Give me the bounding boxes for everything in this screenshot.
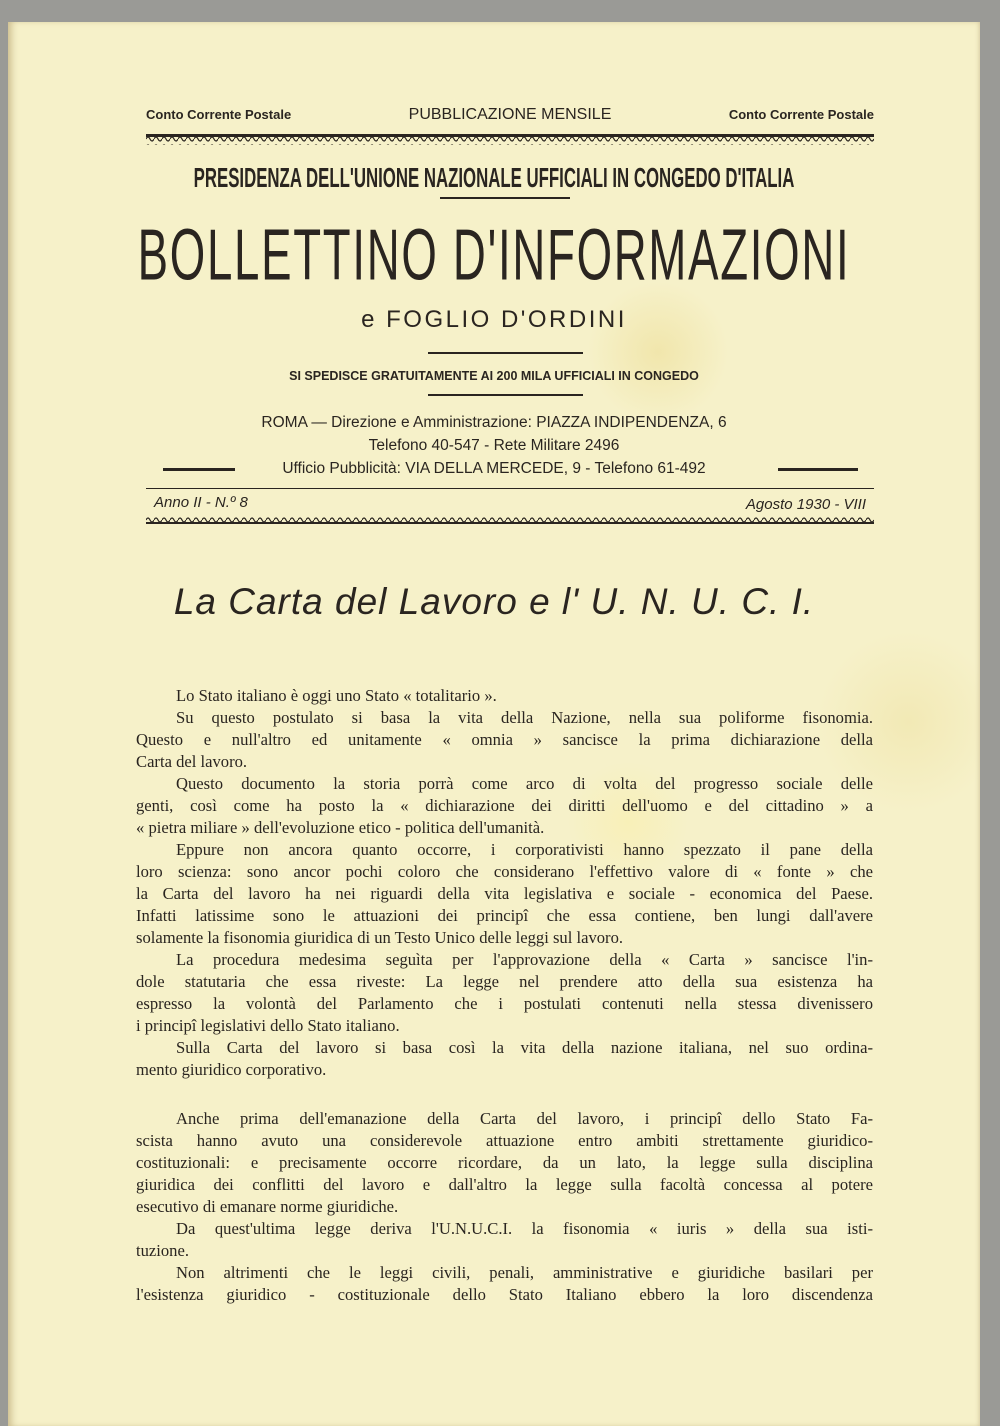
article-title: La Carta del Lavoro e l' U. N. U. C. I.: [173, 581, 815, 622]
paragraph: [136, 1108, 873, 1218]
paragraph-line: genti, così come ha posto la « dichiarazione dei diritti dell'uomo e del cittadino » a: [136, 796, 873, 815]
header-right-note: Conto Corrente Postale: [728, 107, 874, 122]
paragraph-line: l'esistenza giuridico - costituzionale dello Stato Italiano ebbero la loro discendenza: [136, 1285, 873, 1304]
publisher-text: PRESIDENZA DELL'UNIONE NAZIONALE UFFICIALI IN CONGEDO D'ITALIA: [193, 162, 795, 193]
address-line-2: Telefono 40-547 - Rete Militare 2496: [368, 437, 620, 454]
publisher-line: [0, 162, 995, 194]
masthead: [0, 210, 1000, 300]
paragraph-line: « pietra miliare » dell'evoluzione etico - politica dell'umanità.: [136, 818, 545, 837]
header-center-note: PUBBLICAZIONE MENSILE: [408, 106, 612, 123]
paragraph: [136, 1037, 873, 1081]
paragraph-line: Questo e null'altro ed unitamente « omnia » sancisce la prima dichiarazione della: [136, 730, 873, 749]
paragraph-line: Da quest'ultima legge deriva l'U.N.U.C.I. la fisonomia « iuris » della sua isti-: [176, 1219, 873, 1238]
paragraph-line: tuzione.: [136, 1241, 189, 1260]
divider: [428, 394, 583, 396]
paragraph-line: La procedura medesima seguìta per l'approvazione della « Carta » sancisce l'in-: [176, 950, 873, 969]
paragraph: [136, 1218, 873, 1262]
paragraph-line: loro scienza: sono ancor pochi coloro che considerano l'effettivo valore di « fonte » che: [136, 862, 873, 881]
ornament-rule-left: [163, 468, 235, 471]
wavy-rule-top: [146, 134, 874, 146]
masthead-subtitle: e FOGLIO D'ORDINI: [361, 306, 627, 333]
paragraph-line: giuridica dei conflitti del lavoro e dall'altro la legge sulla facoltà concessa al potere: [136, 1175, 873, 1194]
paragraph: [136, 949, 873, 1037]
paragraph: [136, 1262, 873, 1306]
divider: [428, 352, 583, 354]
divider: [440, 197, 570, 199]
article-body: [136, 685, 873, 1306]
paragraph-line: Carta del lavoro.: [136, 752, 248, 771]
paragraph-line: scista hanno avuto una considerevole attuazione entro ambiti strettamente giuridico-: [136, 1131, 873, 1150]
paragraph-line: Non altrimenti che le leggi civili, penali, amministrative e giuridiche basilari per: [176, 1263, 873, 1282]
divider: [146, 488, 874, 489]
ornament-rule-right: [778, 468, 858, 471]
paragraph-line: Eppure non ancora quanto occorre, i corporativisti hanno spezzato il pane della: [176, 840, 873, 859]
paragraph: [136, 685, 873, 707]
issue-date: Agosto 1930 - VIII: [745, 496, 866, 513]
paragraph-line: esecutivo di emanare norme giuridiche.: [136, 1197, 399, 1216]
paragraph: [136, 707, 873, 773]
distribution-note: SI SPEDISCE GRATUITAMENTE AI 200 MILA UFFICIALI IN CONGEDO: [289, 369, 699, 383]
paragraph-line: Sulla Carta del lavoro si basa così la vita della nazione italiana, nel suo ordina-: [176, 1038, 873, 1057]
paragraph-line: costituzionali: e precisamente occorre ricordare, da un lato, la legge sulla disciplina: [136, 1153, 873, 1172]
paragraph-line: i principî legislativi dello Stato italiano.: [136, 1016, 400, 1035]
paragraph: [136, 773, 873, 839]
address-line-3: Ufficio Pubblicità: VIA DELLA MERCEDE, 9 - Telefono 61-492: [282, 460, 706, 477]
paragraph-line: la Carta del lavoro ha nei riguardi della vita legislativa e sociale - economica del Paese.: [136, 884, 873, 903]
paragraph: [136, 839, 873, 949]
paragraph-line: Lo Stato italiano è oggi uno Stato « totalitario ».: [176, 686, 497, 705]
paragraph-line: espresso la volontà del Parlamento che i postulati contenuti nella stessa divenissero: [136, 994, 873, 1013]
document-page: [8, 22, 980, 1426]
address-line-1: ROMA — Direzione e Amministrazione: PIAZZA INDIPENDENZA, 6: [261, 414, 727, 431]
masthead-title: BOLLETTINO D'INFORMAZIONI: [137, 214, 851, 295]
paragraph-line: solamente la fisonomia giuridica di un Testo Unico delle leggi sul lavoro.: [136, 928, 624, 947]
paragraph-line: mento giuridico corporativo.: [136, 1060, 327, 1079]
header-notes-row: [146, 106, 874, 124]
header-left-note: Conto Corrente Postale: [146, 107, 292, 122]
section-gap: [136, 1081, 873, 1108]
wavy-rule-bottom: [146, 515, 874, 525]
paragraph-line: Anche prima dell'emanazione della Carta del lavoro, i principî dello Stato Fa-: [176, 1109, 873, 1128]
paragraph-line: Questo documento la storia porrà come arco di volta del progresso sociale delle: [176, 774, 873, 793]
issue-number: Anno II - N.º 8: [154, 494, 248, 511]
paragraph-line: Su questo postulato si basa la vita della Nazione, nella sua poliforme fisonomia.: [176, 708, 873, 727]
paragraph-line: dole statutaria che essa riveste: La legge nel prendere atto della sua esistenza ha: [136, 972, 873, 991]
paragraph-line: Infatti latissime sono le attuazioni dei principî che essa contiene, ben lungi dall'avere: [136, 906, 873, 925]
